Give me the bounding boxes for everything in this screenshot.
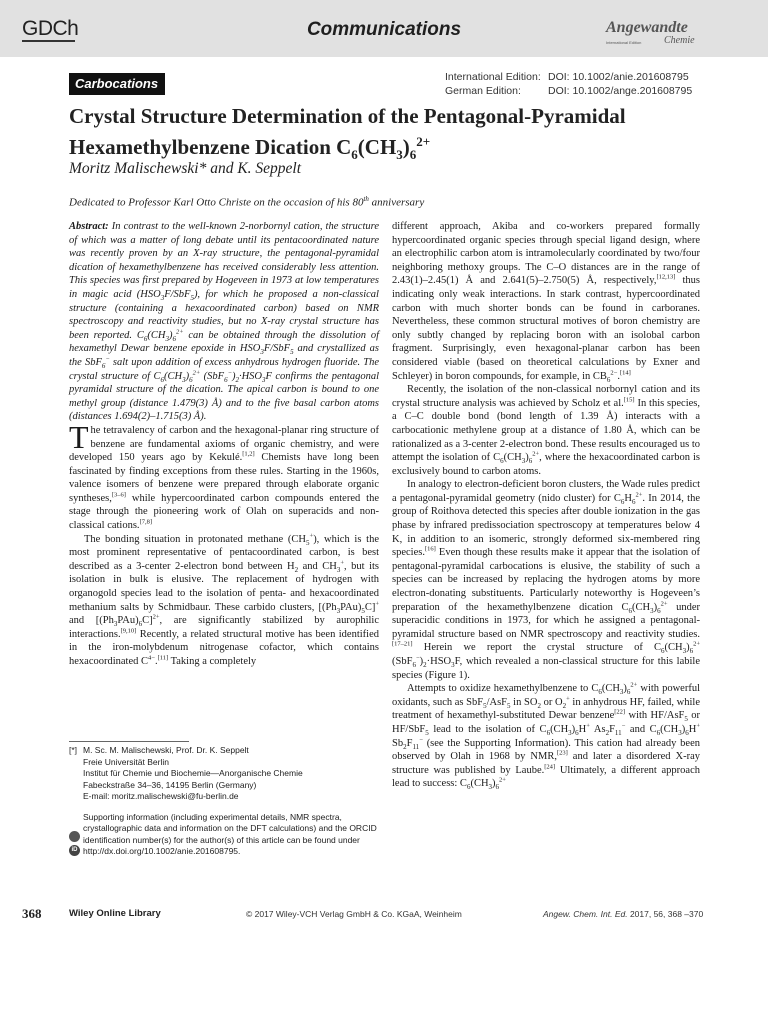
- doi-label: International Edition:: [445, 71, 541, 83]
- author-footnote: [69, 745, 381, 858]
- title-superscript: 2+: [416, 134, 431, 149]
- copyright-notice: © 2017 Wiley-VCH Verlag GmbH & Co. KGaA, Weinheim: [246, 909, 462, 919]
- citation-journal: Angew. Chem. Int. Ed.: [543, 909, 628, 919]
- doi-link[interactable]: DOI: 10.1002/ange.201608795: [548, 85, 693, 97]
- body-paragraph: The tetravalency of carbon and the hexagonal-planar ring structure of benzene are fundamental axioms of organic chemistry, and were developed 150 years ago by Kekulé.[1,2] Chemists have long been fascinated by finding exceptions from these rules. Starting in the 1960s, valence isomers of benzene were prepared through elaborate organic syntheses,[3–6] while hypercoordinated carbon compounds entered the stage through the pioneering work of Olah on superacids and non-classical cations.[7,8]: [69, 418, 379, 532]
- dedication: [69, 195, 424, 209]
- publisher-logo: GDCh: [22, 17, 79, 40]
- orcid-icon: iD: [69, 845, 80, 856]
- footnote-icons: [69, 831, 81, 856]
- body-paragraph: Attempts to oxidize hexamethylbenzene to $C_6(CH_3)_6^{2+}$ with powerful oxidants, such as SbF$_5$/AsF$_5$ in $SO_2$ or $O_2^+$ in anhydrous HF, failed, while treatment of hexamethyl-substituted Dewar benzene[22] with HF/AsF$_5$ or HF/SbF$_5$ lead to the isolation of $C_6(CH_3)_6H^+$ $As_2F_{11}^-$ and $C_6(CH_3)_6H^+$ $Sb_2F_{11}^-$ (see the Supporting Information). This cation had already been observed by Olah in 1968 by NMR,[23] and later a disordered X-ray structure was published by Laube.[24] Ultimately, a different approach lead to success: $C_6(CH_3)_6^{2+}$: [392, 681, 701, 792]
- author-list: Moritz Malischewski* and K. Seppelt: [69, 160, 302, 177]
- doi-row: [445, 84, 692, 98]
- body-paragraph: In analogy to electron-deficient boron clusters, the Wade rules predict a pentagonal-pyramidal geometry (nido cluster) for $C_6H_6^{2+}$. In 2014, the group of Roithova detected this species after double ionization in the gas phase by infrared predissociation spectroscopy at temperatures below 4 K, in addition to an isomeric, strongly deformed six-membered ring species.[16] Even though these results make it appear that the isolation of pentagonal-pyramidal carbocations is elusive, the stability of such a species can be increased by replacing the hydrogen atoms by more electron-donating substituents. Particularly noteworthy is Hogeveen’s preparation of the hexamethylbenzene dication $C_6(CH_3)_6^{2+}$ under superacidic conditions in 1973, for which he assigned a pentagonal-pyramidal structure based on NMR spectroscopy and reactivity studies.[17–21] Herein we report the crystal structure of $C_6(CH_3)_6^{2+}$ $(SbF_6^-)_2\cdot HSO_3F$, which revealed a non-classical structure for this labile species (Figure 1).: [392, 479, 701, 681]
- article-category-tag: Carbocations: [69, 73, 165, 95]
- left-column: [69, 220, 379, 669]
- wiley-online-library-logo: Wiley Online Library: [69, 908, 161, 919]
- header-bar: [0, 0, 768, 57]
- footnote-rule: [69, 741, 189, 742]
- body-paragraph: The bonding situation in protonated methane $(CH_5^+)$, which is the most prominent representative of pentacoordinated carbon, is best described as a 3-center 2-electron bond between $H_2$ and $CH_3^+$, but its isolation in bulk is elusive. The replacement of hydrogen with organogold species lead to the isolation of penta- and hexacoordinated methanium salts by Schmidbaur. These carbido clusters, $[(Ph_3PAu)_5C]^+$ and $[(Ph_3PAu)_6C]^{2+}$, are significantly stabilized by aurophilic interactions.[9,10] Recently, a related structural motive has been identified in the iron-molybdenum nitrogenase cofactor, which contains hexacoordinated $C^{4-}.[11]$ Taking a completely: [69, 532, 380, 667]
- title-line-2-part: ): [402, 135, 410, 159]
- doi-label: German Edition:: [445, 85, 521, 97]
- section-title: Communications: [306, 19, 462, 40]
- dedication-superscript: th: [363, 195, 369, 203]
- article-title: [69, 104, 719, 167]
- title-line-2: Hexamethylbenzene Dication C: [69, 135, 352, 159]
- footnote-email[interactable]: E-mail: moritz.malischewski@fu-berlin.de: [83, 791, 239, 801]
- title-subscript: 3: [396, 147, 403, 163]
- doi-link[interactable]: DOI: 10.1002/anie.201608795: [548, 71, 689, 83]
- title-subscript: 6: [409, 147, 417, 163]
- footnote-line: Freie Universität Berlin: [83, 756, 169, 767]
- journal-logo-main: Angewandte: [606, 19, 688, 36]
- abstract: Abstract: In contrast to the well-known 2-norbornyl cation, the structure of which was a matter of long debate until its pentacoordinated nature was recently proven by an X-ray structure, the pentagonal-pyramidal dication of hexamethylbenzene has received considerably less attention. This species was first prepared by Hogeveen in 1973 at low temperatures in magic acid $(HSO_3F/SbF_5)$, for which he proposed a non-classical structure (containing a hexacoordinated carbon) based on NMR spectroscopy and reactivity studies, but no X-ray crystal structure has been reported. $C_6(CH_3)_6^{2+}$ can be obtained through the dissolution of hexamethyl Dewar benzene epoxide in $HSO_3F/SbF_5$ and crystallized as the SbF$_6$− salt upon addition of excess anhydrous hydrogen fluoride. The crystal structure of $C_6(CH_3)_6^{2+}$ $(SbF_6^-)_2\cdot HSO_3F$ confirms the pentagonal pyramidal structure of the dication. The apical carbon is bound to one methyl group (distance 1.479(3) Å) and to the five basal carbon atoms (distances 1.694(2)–1.715(3) Å).: [69, 221, 379, 423]
- footnote-line: Institut für Chemie und Biochemie—Anorganische Chemie: [83, 768, 303, 778]
- footnote-affiliation: [83, 745, 381, 803]
- supporting-info-icon: [69, 831, 80, 842]
- journal-logo: [606, 19, 706, 49]
- title-line-2-part: (CH: [357, 135, 397, 159]
- body-paragraph: different approach, Akiba and co-workers prepared formally hypercoordinated organic species through special ligand design, where an electrophilic carbon atom is intramolecularly coordinated by two/four neighboring methoxy groups. The C–O distances are in the range of 2.43(1)–2.45(1) Å and 2.641(5)–2.750(5) Å, respectively,[12,13] thus indicating only weak interactions. In stark contrast, hypercoordinated carbon with much shorter bonds can be found in carboranes. Nevertheless, these common structural motives of boron chemistry are only subtly changed by replacing boron with an isolobal carbon fragment. Surprisingly, even hexagonal-planar carbon has been considered viable (based on theoretical calculations by Exner and Schleyer) in boron compounds, for example, in $CB_6^{2-}.[14]$: [392, 221, 700, 384]
- dedication-text: Dedicated to Professor Karl Otto Christe on the occasion of his 80: [69, 196, 364, 209]
- title-subscript: 6: [351, 147, 358, 163]
- dedication-end: anniversary: [368, 196, 425, 209]
- footnote-line: Fabeckstraße 34–36, 14195 Berlin (Germany): [83, 779, 257, 790]
- journal-citation: [543, 909, 703, 919]
- footnote-mark: [*]: [69, 745, 78, 755]
- journal-logo-chemie: Chemie: [664, 35, 695, 46]
- doi-row: [445, 70, 692, 84]
- supporting-info-note: Supporting information (including experimental details, NMR spectra, crystallographic data and information on the DFT calculations) and the ORCID identification number(s) for the author(s) of this article can be found under http://dx.doi.org/10.1002/anie.201608795.: [83, 811, 377, 856]
- doi-block: [445, 70, 692, 98]
- right-column: [392, 220, 700, 791]
- page-number: 368: [22, 906, 42, 921]
- footnote-line: M. Sc. M. Malischewski, Prof. Dr. K. Seppelt: [83, 745, 249, 755]
- body-paragraph: Recently, the isolation of the non-classical norbornyl cation and its crystal structure analysis was achieved by Scholz et al.[15] In this species, a C–C double bond (bond length of 1.39 Å) interacts with a carbocationic methylene group at a distance of 1.80 Å, which can be rationalized as a 3-center 2-electron bond. These results encouraged us to attempt the isolation of $C_6(CH_3)_6^{2+}$, where the hexacoordinated carbon is exclusively bound to carbon atoms.: [392, 384, 701, 477]
- journal-logo-edition: International Edition: [606, 40, 642, 45]
- citation-volume: 2017, 56, 368 –370: [627, 909, 704, 919]
- title-line-1: Crystal Structure Determination of the Pentagonal-Pyramidal: [69, 104, 626, 128]
